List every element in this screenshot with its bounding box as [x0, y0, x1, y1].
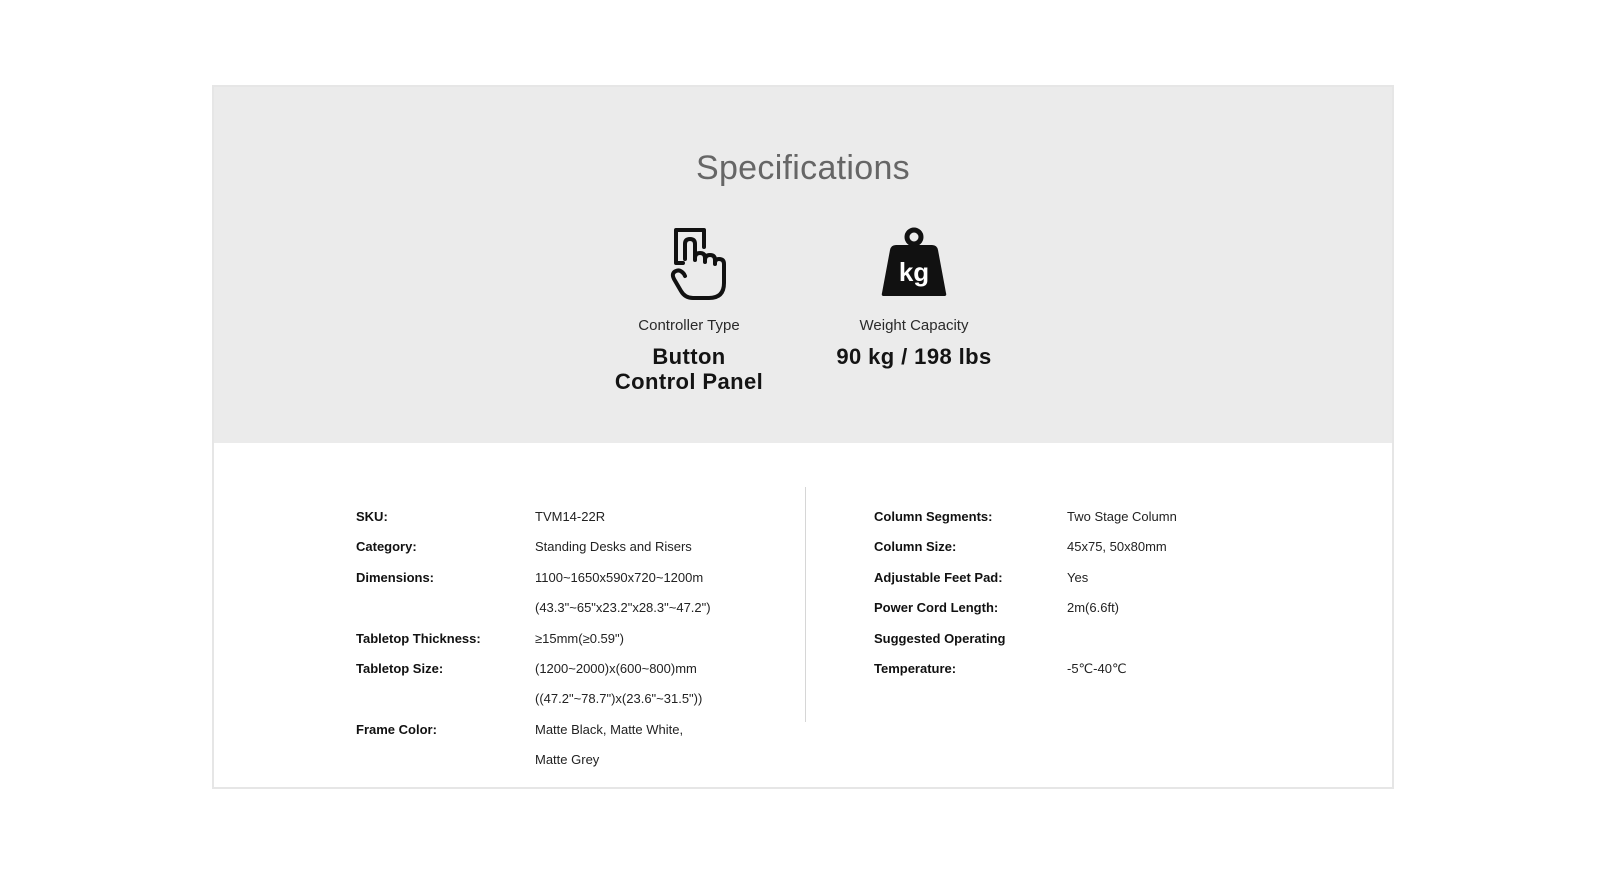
spec-key: Tabletop Thickness:: [356, 630, 481, 646]
spec-key: [356, 745, 535, 775]
spec-row: [356, 745, 711, 775]
spec-row: [874, 593, 1177, 623]
spec-value: ((47.2"~78.7")x(23.6"~31.5")): [535, 691, 703, 707]
spec-table-right: [874, 502, 1177, 684]
spec-row: [356, 532, 711, 562]
spec-value: 45x75, 50x80mm: [1067, 539, 1167, 555]
section-title: Specifications: [696, 149, 910, 187]
spec-row: [356, 684, 711, 714]
feature-label: Weight Capacity: [859, 317, 969, 334]
specifications-card: [212, 85, 1394, 789]
spec-row: [356, 502, 711, 532]
spec-row: [356, 593, 711, 623]
feature-weight-capacity: [814, 225, 1014, 369]
column-divider: [805, 487, 806, 722]
spec-key: Suggested Operating: [874, 630, 1006, 646]
spec-key: Frame Color:: [356, 721, 437, 737]
spec-row: [874, 624, 1177, 654]
spec-value: Matte Grey: [535, 752, 600, 768]
spec-value: 2m(6.6ft): [1067, 600, 1120, 616]
spec-key: [356, 593, 535, 623]
spec-key: Power Cord Length:: [874, 600, 999, 616]
spec-table-left: [356, 502, 711, 776]
touch-hand-icon: [649, 225, 729, 301]
spec-value: Yes: [1067, 569, 1089, 585]
spec-value: 1100~1650x590x720~1200m: [535, 569, 704, 585]
feature-value-line: 90 kg / 198 lbs: [836, 344, 992, 369]
specifications-header: [214, 87, 1392, 443]
spec-row: [874, 502, 1177, 532]
spec-value: (43.3"~65"x23.2"x28.3"~47.2"): [535, 600, 711, 616]
spec-key: Dimensions:: [356, 569, 435, 585]
spec-row: [356, 624, 711, 654]
feature-value: [814, 344, 1014, 369]
spec-key: [356, 684, 535, 714]
spec-row: [356, 715, 711, 745]
spec-key: SKU:: [356, 509, 388, 524]
spec-value: (1200~2000)x(600~800)mm: [535, 661, 697, 677]
feature-value-line: Control Panel: [614, 369, 764, 394]
spec-key: Temperature:: [874, 661, 957, 677]
kg-text: kg: [898, 257, 930, 287]
spec-value: TVM14-22R: [535, 509, 606, 524]
spec-row: [356, 563, 711, 593]
kg-weight-icon: [874, 225, 954, 301]
spec-row: [874, 532, 1177, 562]
spec-key: Tabletop Size:: [356, 661, 444, 677]
spec-row: [356, 654, 711, 684]
spec-row: [874, 654, 1177, 684]
feature-value: [589, 344, 789, 394]
spec-key: Category:: [356, 539, 417, 555]
spec-value: Two Stage Column: [1067, 509, 1177, 524]
spec-row: [874, 563, 1177, 593]
feature-label: Controller Type: [638, 317, 740, 334]
spec-value: ≥15mm(≥0.59"): [535, 630, 624, 646]
spec-value: Matte Black, Matte White,: [535, 721, 684, 737]
spec-value: Standing Desks and Risers: [535, 539, 692, 555]
spec-key: Column Size:: [874, 539, 957, 555]
spec-key: Adjustable Feet Pad:: [874, 569, 1003, 585]
feature-controller-type: [589, 225, 789, 394]
spec-value: -5℃-40℃: [1067, 661, 1127, 677]
feature-value-line: Button: [652, 344, 726, 369]
spec-key: Column Segments:: [874, 509, 993, 524]
